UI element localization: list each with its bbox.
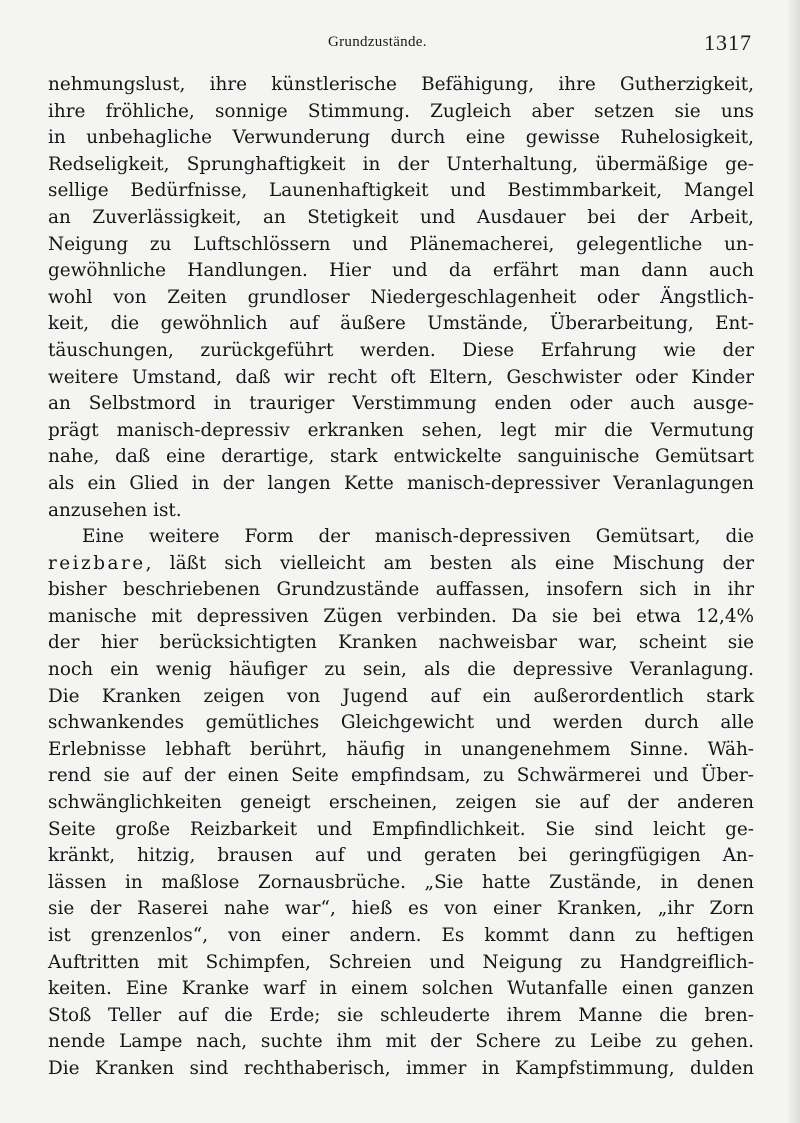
text-line: bisher beschriebenen Grundzustände auffassen, insofern sich in ihr	[48, 579, 754, 601]
paragraph-end-line: anzusehen ist.	[48, 499, 182, 521]
text-line: Seite große Reizbarkeit und Empfindlichkeit. Sie sind leicht ge-	[48, 818, 754, 840]
text-line: an Zuverlässigkeit, an Stetigkeit und Ausdauer bei der Arbeit,	[48, 206, 754, 228]
text-line: Erlebnisse lebhaft berührt, häufig in unangenehmem Sinne. Wäh-	[48, 738, 754, 760]
text-line: keiten. Eine Kranke warf in einem solchen Wutanfalle einen ganzen	[48, 978, 754, 1000]
text-line: in unbehagliche Verwunderung durch eine gewisse Ruhelosigkeit,	[48, 127, 754, 149]
text-line: ist grenzenlos“, von einer andern. Es kommt dann zu heftigen	[48, 925, 754, 946]
text-line: nahe, daß eine derartige, stark entwickelte sanguinische Gemütsart	[48, 446, 754, 468]
text-line: ihre fröhliche, sonnige Stimmung. Zugleich aber setzen sie uns	[48, 100, 754, 122]
text-line: nehmungslust, ihre künstlerische Befähigung, ihre Gutherzigkeit,	[48, 74, 754, 95]
text-line: sellige Bedürfnisse, Launenhaftigkeit und Bestimmbarkeit, Mangel	[48, 180, 754, 202]
page-number: 1317	[704, 30, 752, 55]
text-line: nende Lampe nach, suchte ihm mit der Schere zu Leibe zu gehen.	[48, 1031, 754, 1053]
text-line: Die Kranken zeigen von Jugend auf ein außerordentlich stark	[48, 685, 754, 707]
text-line: keit, die gewöhnlich auf äußere Umstände, Überarbeitung, Ent-	[48, 313, 754, 335]
running-header	[0, 30, 800, 60]
emphasized-term: reizbare	[48, 552, 146, 574]
text-line-rest: , läßt sich vielleicht am besten als eine Mischung der	[145, 552, 754, 574]
text-line: rend sie auf der einen Seite empfindsam, zu Schwärmerei und Über-	[48, 765, 754, 787]
paragraph-start-line: Eine weitere Form der manisch-depressiven Gemütsart, die	[82, 526, 754, 548]
text-line: an Selbstmord in trauriger Verstimmung enden oder auch ausge-	[48, 393, 754, 415]
text-line: prägt manisch-depressiv erkranken sehen, legt mir die Vermutung	[48, 419, 754, 441]
text-line: täuschungen, zurückgeführt werden. Diese Erfahrung wie der	[48, 339, 754, 361]
text-line: der hier berücksichtigten Kranken nachweisbar war, scheint sie	[48, 632, 754, 654]
text-line: Auftritten mit Schimpfen, Schreien und Neigung zu Handgreiflich-	[48, 951, 754, 973]
text-line: Stoß Teller auf die Erde; sie schleuderte ihrem Manne die bren-	[48, 1004, 754, 1026]
text-line: Die Kranken sind rechthaberisch, immer in Kampfstimmung, dulden	[48, 1057, 754, 1079]
text-line: Neigung zu Luftschlössern und Plänemacherei, gelegentliche un-	[48, 233, 754, 255]
text-line: gewöhnliche Handlungen. Hier und da erfährt man dann auch	[48, 260, 754, 282]
text-line: wohl von Zeiten grundloser Niedergeschlagenheit oder Ängstlich-	[48, 286, 754, 308]
text-line: sie der Raserei nahe war“, hieß es von einer Kranken, „ihr Zorn	[48, 898, 754, 920]
text-line: weitere Umstand, daß wir recht oft Eltern, Geschwister oder Kinder	[48, 366, 754, 388]
text-line: schwänglichkeiten geneigt erscheinen, zeigen sie auf der anderen	[48, 792, 754, 814]
text-line: manische mit depressiven Zügen verbinden. Da sie bei etwa 12,4%	[48, 605, 754, 627]
running-title: Grundzustände.	[328, 34, 427, 50]
text-line: kränkt, hitzig, brausen auf und geraten bei geringfügigen An-	[48, 845, 754, 867]
page-edge-shadow	[786, 0, 800, 1123]
text-line: lässen in maßlose Zornausbrüche. „Sie hatte Zustände, in denen	[48, 871, 754, 893]
text-line: noch ein wenig häufiger zu sein, als die depressive Veranlagung.	[48, 659, 754, 681]
text-line	[48, 551, 754, 578]
text-line: schwankendes gemütliches Gleichgewicht und werden durch alle	[48, 712, 754, 734]
body-text	[48, 72, 754, 1083]
text-line: als ein Glied in der langen Kette manisch-depressiver Veranlagungen	[48, 472, 754, 494]
text-line: Redseligkeit, Sprunghaftigkeit in der Unterhaltung, übermäßige ge-	[48, 153, 754, 175]
